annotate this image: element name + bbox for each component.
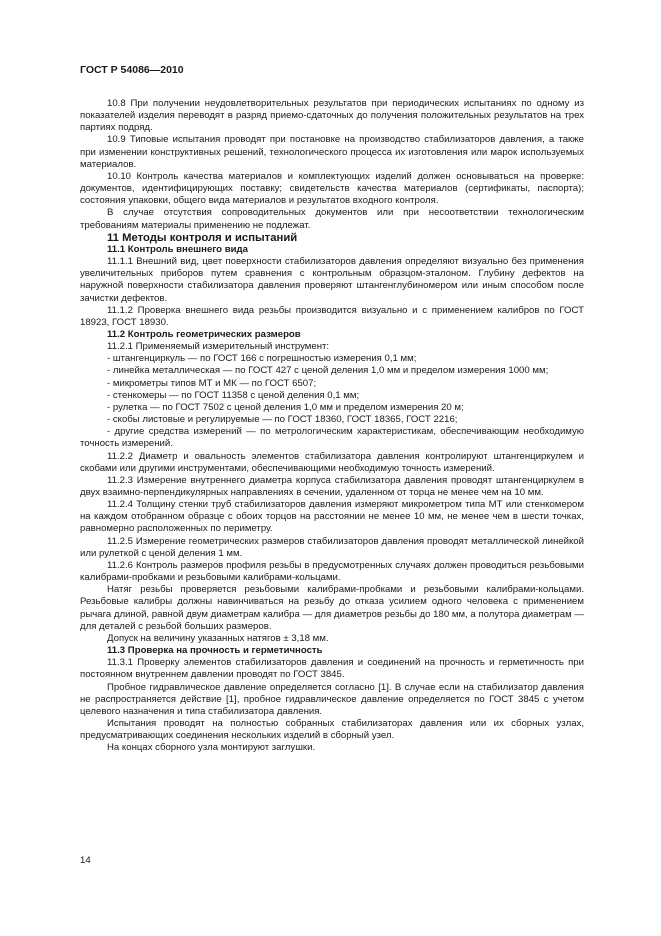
section-11-title: 11 Методы контроля и испытаний bbox=[107, 231, 298, 244]
paragraph-10-10: 10.10 Контроль качества материалов и комплектующих изделий должен основываться на проверке: документов, идентифицирующих поставку; свидетельств качества материалов (сертификаты, паспорта); состояния упаковки, общего вида материалов и результатов входного контроля. bbox=[80, 170, 584, 207]
paragraph-11-2-4: 11.2.4 Толщину стенки труб стабилизаторов давления измеряют микрометром типа МТ или стенкомером на каждом отобранном образце с обоих торцов на расстоянии не менее 10 мм, не менее чем в шести точках, равномерно расположенных по периметру. bbox=[80, 499, 584, 535]
subsection-11-1-title: 11.1 Контроль внешнего вида bbox=[107, 243, 248, 255]
paragraph-11-1-1: 11.1.1 Внешний вид, цвет поверхности стабилизаторов давления определяют визуально без применения увеличительных приборов путем сравнения с контрольным образцом-эталоном. Глубину дефектов на наружной поверхности стабилизатора давления проверяют штангенглубиномером или иным способом после зачистки дефектов. bbox=[80, 256, 584, 304]
paragraph-10-8: 10.8 При получении неудовлетворительных результатов при периодических испытаниях по одному из показателей изделия переводят в разряд приемо-сдаточных до получения положительных результатов на трех партиях подряд. bbox=[80, 98, 584, 134]
paragraph-plugs: На концах сборного узла монтируют заглушки. bbox=[107, 742, 316, 754]
list-item: - штангенциркуль — по ГОСТ 166 с погрешностью измерения 0,1 мм; bbox=[107, 353, 417, 365]
list-item: - другие средства измерений — по метрологическим характеристикам, обеспечивающим необходимую точность измерений. bbox=[80, 426, 584, 450]
paragraph-11-1-2: 11.1.2 Проверка внешнего вида резьбы производится визуально и с применением калибров по ГОСТ 18923, ГОСТ 18930. bbox=[80, 304, 584, 328]
document-body bbox=[80, 98, 584, 754]
paragraph-tolerance: Допуск на величину указанных натягов ± 3,18 мм. bbox=[107, 632, 329, 644]
page-number: 14 bbox=[80, 855, 91, 866]
list-item: - стенкомеры — по ГОСТ 11358 с ценой деления 0,1 мм; bbox=[107, 389, 360, 401]
paragraph-assembled-tests: Испытания проводят на полностью собранных стабилизаторах давления или их сборных узлах, предусматривающих соединения нескольких изделий в сборный узел. bbox=[80, 717, 584, 742]
paragraph-11-2-1: 11.2.1 Применяемый измерительный инструмент: bbox=[107, 341, 330, 353]
subsection-11-3-title: 11.3 Проверка на прочность и герметичность bbox=[107, 645, 323, 657]
paragraph-11-2-6: 11.2.6 Контроль размеров профиля резьбы в предусмотренных случаях должен проводиться резьбовыми калибрами-пробками и резьбовыми калибрами-кольцами. bbox=[80, 559, 584, 584]
document-header: ГОСТ Р 54086—2010 bbox=[80, 64, 184, 76]
paragraph-11-2-3: 11.2.3 Измерение внутреннего диаметра корпуса стабилизатора давления проводят штангенциркулем в двух взаимно-перпендикулярных направлениях в сечении, удаленном от торца не менее чем на 10 мм. bbox=[80, 474, 584, 498]
paragraph-test-pressure: Пробное гидравлическое давление определяется согласно [1]. В случае если на стабилизатор давления не распространяется действие [1], пробное гидравлическое давление определяется по ГОСТ 3845 с учетом целевого назначения и типа стабилизатора давления. bbox=[80, 681, 584, 717]
list-item: - рулетка — по ГОСТ 7502 с ценой деления 1,0 мм и пределом измерения 20 м; bbox=[107, 401, 464, 413]
list-item: - микрометры типов МТ и МК — по ГОСТ 6507; bbox=[107, 377, 317, 389]
paragraph-10-10-note: В случае отсутствия сопроводительных документов или при несоответствии технологическим требованиям материалы применению не подлежат. bbox=[80, 207, 584, 231]
subsection-11-2-title: 11.2 Контроль геометрических размеров bbox=[107, 328, 301, 340]
paragraph-11-3-1: 11.3.1 Проверку элементов стабилизаторов давления и соединений на прочность и герметичность при постоянном внутреннем давлении проводят по ГОСТ 3845. bbox=[80, 657, 584, 681]
paragraph-10-9: 10.9 Типовые испытания проводят при постановке на производство стабилизаторов давления, а также при изменении конструктивных решений, технологического процесса их изготовления или марок используемых материалов. bbox=[80, 134, 584, 170]
list-item: - скобы листовые и регулируемые — по ГОСТ 18360, ГОСТ 18365, ГОСТ 2216; bbox=[107, 414, 458, 426]
paragraph-thread-tightness: Натяг резьбы проверяется резьбовыми калибрами-пробками и резьбовыми калибрами-кольцами. Резьбовые калибры должны навинчиваться на резьбу до отказа усилием одного человека с применением рычага длиной, равной двум диаметрам калибра — для диаметров резьбы до 180 мм, а полутора диаметрам — для деталей с резьбой больших размеров. bbox=[80, 584, 584, 632]
list-item: - линейка металлическая — по ГОСТ 427 с ценой деления 1,0 мм и пределом измерения 1000 мм; bbox=[107, 365, 549, 377]
paragraph-11-2-2: 11.2.2 Диаметр и овальность элементов стабилизатора давления контролируют штангенциркулем и скобами или другими инструментами, обеспечивающими необходимую точность измерений. bbox=[80, 450, 584, 474]
paragraph-11-2-5: 11.2.5 Измерение геометрических размеров стабилизаторов давления проводят металлической линейкой или рулеткой с ценой деления 1 мм. bbox=[80, 535, 584, 559]
instrument-list bbox=[80, 353, 584, 450]
